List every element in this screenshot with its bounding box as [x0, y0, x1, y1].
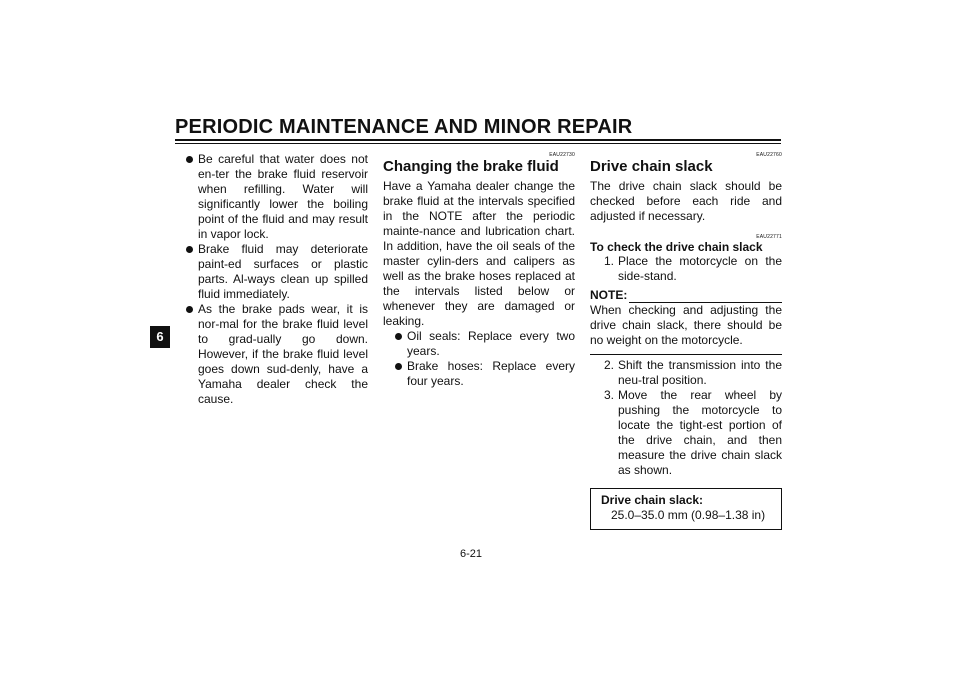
- bullet-icon: [186, 306, 193, 313]
- spec-box: [590, 488, 782, 530]
- bullet-item: [186, 242, 368, 302]
- subsection-code: EAU22771: [756, 234, 782, 240]
- bullet-text: As the brake pads wear, it is nor-mal for the brake fluid level to grad-ually go down. However, if the brake fluid level goes down sud-denly, have a Yamaha dealer check the cause.: [198, 302, 368, 406]
- column-middle: [383, 152, 575, 389]
- step-text: Move the rear wheel by pushing the motorcycle to locate the tight-est portion of the drive chain, and then measure the drive chain slack as shown.: [618, 388, 782, 477]
- bullet-item: [395, 359, 575, 389]
- step-item: [590, 388, 782, 478]
- header-rule: [175, 139, 781, 141]
- note-text: When checking and adjusting the drive chain slack, there should be no weight on the motorcycle.: [590, 303, 782, 347]
- step-item: [590, 254, 782, 284]
- bullet-text: Brake hoses: Replace every four years.: [407, 359, 575, 388]
- bullet-text: Oil seals: Replace every two years.: [407, 329, 575, 358]
- note-header: [590, 288, 782, 303]
- spec-label: Drive chain slack:: [601, 493, 704, 507]
- spec-value: 25.0–35.0 mm (0.98–1.38 in): [611, 508, 766, 522]
- note-end-rule: [590, 354, 782, 355]
- page-title: PERIODIC MAINTENANCE AND MINOR REPAIR: [175, 116, 633, 138]
- step-item: [590, 358, 782, 388]
- column-left: [186, 152, 368, 407]
- section-body: Have a Yamaha dealer change the brake fluid at the intervals specified in the NOTE after the periodic mainte-nance and lubrication chart. In addition, have the oil seals of the master cylin-ders and calipers as well as the brake hoses replaced at the intervals listed below or whenever they are damaged or leaking.: [383, 179, 575, 328]
- bullet-item: [186, 152, 368, 242]
- column-right: [590, 152, 782, 530]
- bullet-icon: [186, 156, 193, 163]
- page-number: 6-21: [460, 548, 483, 560]
- section-heading: Drive chain slack: [590, 158, 713, 175]
- step-number: 1.: [603, 254, 614, 268]
- chapter-tab: 6: [150, 326, 170, 348]
- bullet-icon: [186, 246, 193, 253]
- bullet-item: [395, 329, 575, 359]
- step-text: Shift the transmission into the neu-tral position.: [618, 358, 782, 387]
- subsection-heading: To check the drive chain slack: [590, 240, 763, 254]
- note-label: NOTE:: [590, 288, 628, 302]
- bullet-text: Be careful that water does not en-ter the brake fluid reservoir when refilling. Water will significantly lower the boiling point of the fluid and may result in vapor lock.: [198, 152, 368, 241]
- section-body: The drive chain slack should be checked before each ride and adjusted if necessary.: [590, 179, 782, 223]
- bullet-icon: [395, 363, 402, 370]
- step-text: Place the motorcycle on the side-stand.: [618, 254, 782, 283]
- bullet-text: Brake fluid may deteriorate paint-ed surfaces or plastic parts. Al-ways clean up spilled fluid immediately.: [198, 242, 368, 301]
- header-rule-thin: [175, 143, 781, 144]
- section-code: EAU22760: [756, 152, 782, 158]
- step-number: 2.: [603, 358, 614, 372]
- section-heading: Changing the brake fluid: [383, 158, 559, 175]
- section-code: EAU22730: [549, 152, 575, 158]
- bullet-item: [186, 302, 368, 407]
- note-rule: [629, 292, 782, 303]
- step-number: 3.: [603, 388, 614, 402]
- bullet-icon: [395, 333, 402, 340]
